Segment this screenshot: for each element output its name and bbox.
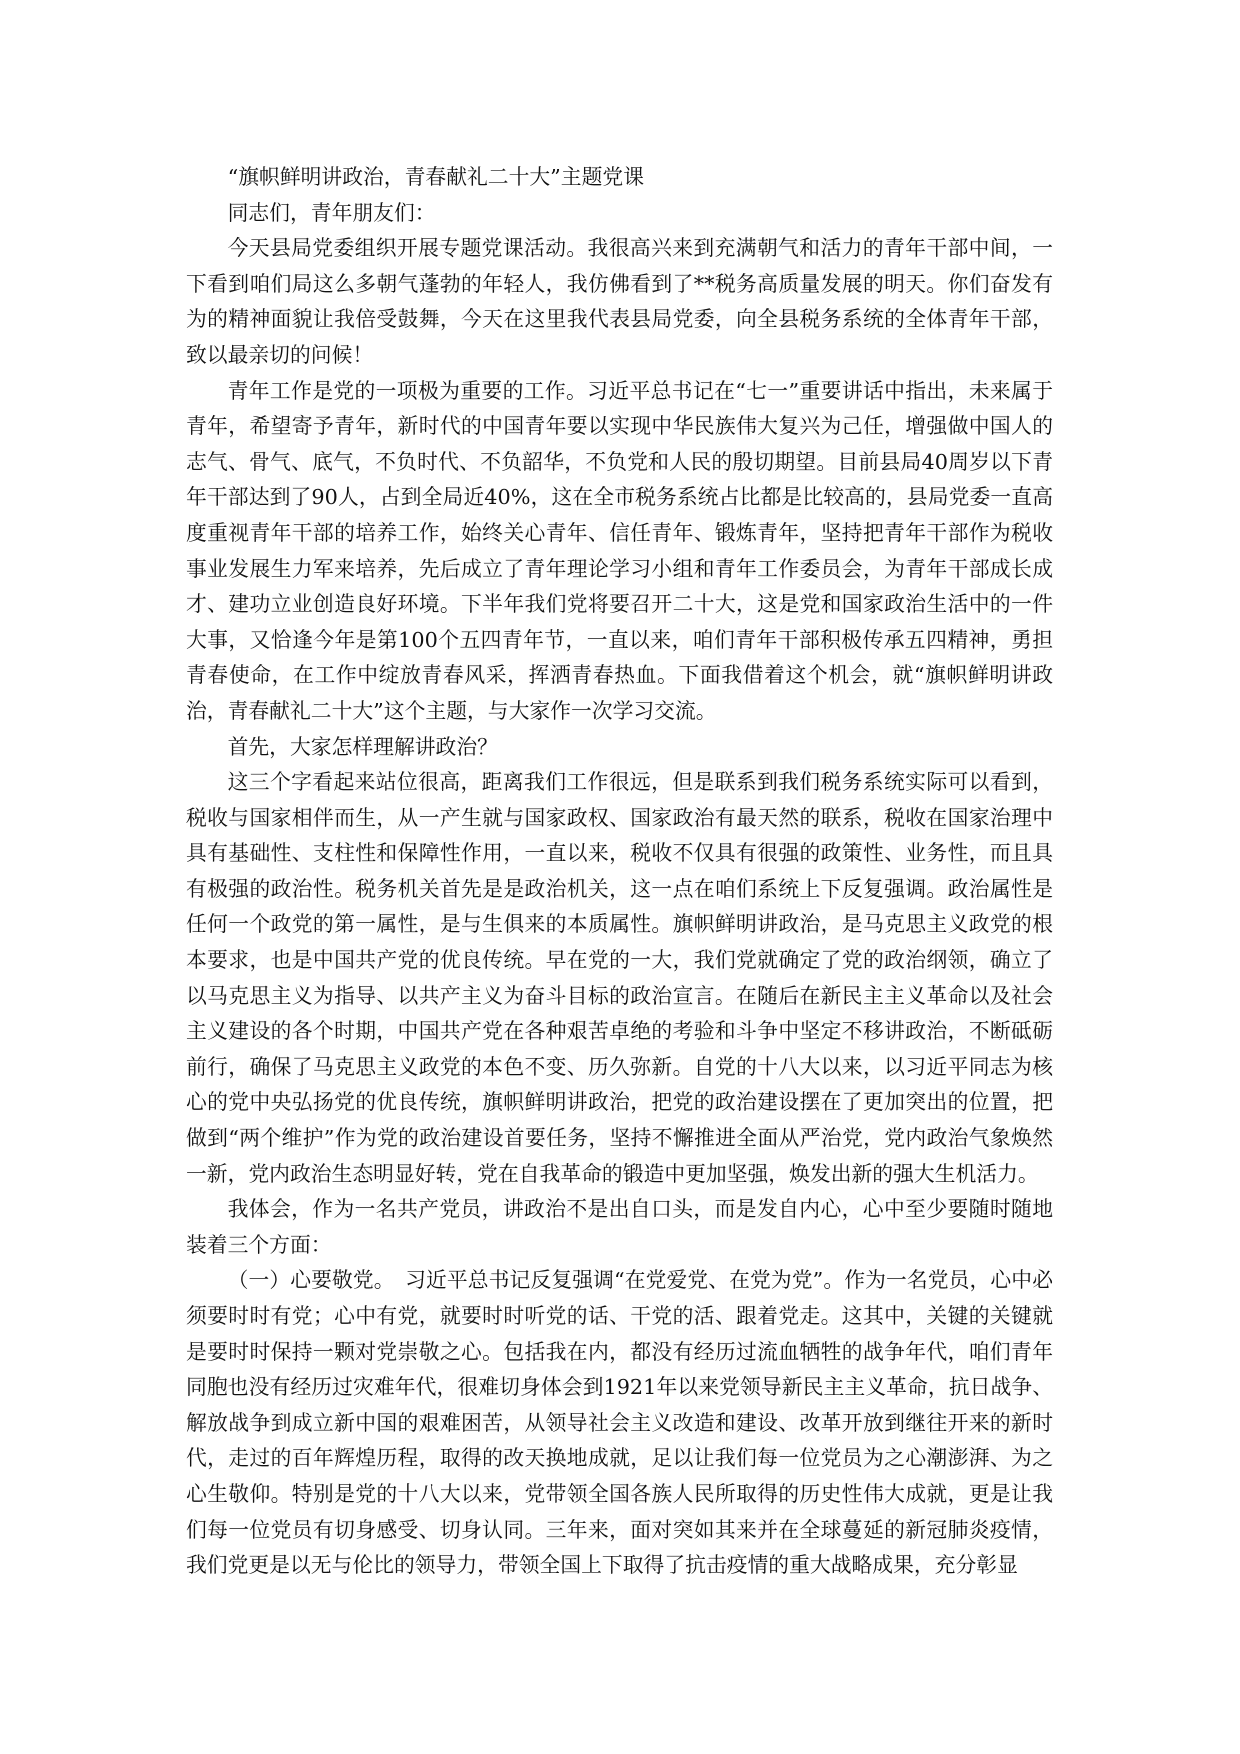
document-body xyxy=(186,160,1053,1584)
paragraph-three-aspects: 我体会，作为一名共产党员，讲政治不是出自口头，而是发自内心，心中至少要随时随地装着三个方面： xyxy=(186,1197,1053,1257)
paragraph-intro: 今天县局党委组织开展专题党课活动。我很高兴来到充满朝气和活力的青年干部中间，一下看到咱们局这么多朝气蓬勃的年轻人，我仿佛看到了**税务高质量发展的明天。你们奋发有为的精神面貌让我倍受鼓舞，今天在这里我代表县局党委，向全县税务系统的全体青年干部，致以最亲切的问候！ xyxy=(186,236,1053,367)
paragraph-question: 首先，大家怎样理解讲政治？ xyxy=(227,734,498,759)
document-title: “旗帜鲜明讲政治，青春献礼二十大”主题党课 xyxy=(227,165,644,189)
paragraph-politics: 这三个字看起来站位很高，距离我们工作很远，但是联系到我们税务系统实际可以看到，税收与国家相伴而生，从一产生就与国家政权、国家政治有最天然的联系，税收在国家治理中具有基础性、支柱性和保障性作用，一直以来，税收不仅具有很强的政策性、业务性，而且具有极强的政治性。税务机关首先是是政治机关，这一点在咱们系统上下反复强调。政治属性是任何一个政党的第一属性，是与生俱来的本质属性。旗帜鲜明讲政治，是马克思主义政党的根本要求，也是中国共产党的优良传统。早在党的一大，我们党就确定了党的政治纲领，确立了以马克思主义为指导、以共产主义为奋斗目标的政治宣言。在随后在新民主主义革命以及社会主义建设的各个时期，中国共产党在各种艰苦卓绝的考验和斗争中坚定不移讲政治，不断砥砺前行，确保了马克思主义政党的本色不变、历久弥新。自党的十八大以来，以习近平同志为核心的党中央弘扬党的优良传统，旗帜鲜明讲政治，把党的政治建设摆在了更加突出的位置，把做到“两个维护”作为党的政治建设首要任务，坚持不懈推进全面从严治党，党内政治气象焕然一新，党内政治生态明显好转，党在自我革命的锻造中更加坚强，焕发出新的强大生机活力。 xyxy=(186,770,1053,1186)
paragraph-respect-party: （一）心要敬党。 习近平总书记反复强调“在党爱党、在党为党”。作为一名党员，心中必须要时时有党；心中有党，就要时时听党的话、干党的活、跟着党走。这其中，关键的关键就是要时时保持一颗对党崇敬之心。包括我在内，都没有经历过流血牺牲的战争年代，咱们青年同胞也没有经历过灾难年代，很难切身体会到1921年以来党领导新民主主义革命，抗日战争、解放战争到成立新中国的艰难困苦，从领导社会主义改造和建设、改革开放到继往开来的新时代，走过的百年辉煌历程，取得的改天换地成就，足以让我们每一位党员为之心潮澎湃、为之心生敬仰。特别是党的十八大以来，党带领全国各族人民所取得的历史性伟大成就，更是让我们每一位党员有切身感受、切身认同。三年来，面对突如其来并在全球蔓延的新冠肺炎疫情，我们党更是以无与伦比的领导力，带领全国上下取得了抗击疫情的重大战略成果，充分彰显 xyxy=(186,1268,1053,1578)
salutation: 同志们，青年朋友们： xyxy=(227,200,436,225)
paragraph-youth-work: 青年工作是党的一项极为重要的工作。习近平总书记在“七一”重要讲话中指出，未来属于青年，希望寄予青年，新时代的中国青年要以实现中华民族伟大复兴为己任，增强做中国人的志气、骨气、底气，不负时代、不负韶华，不负党和人民的殷切期望。目前县局40周岁以下青年干部达到了90人，占到全局近40%，这在全市税务系统占比都是比较高的，县局党委一直高度重视青年干部的培养工作，始终关心青年、信任青年、锻炼青年，坚持把青年干部作为税收事业发展生力军来培养，先后成立了青年理论学习小组和青年工作委员会，为青年干部成长成才、建功立业创造良好环境。下半年我们党将要召开二十大，这是党和国家政治生活中的一件大事，又恰逢今年是第100个五四青年节，一直以来，咱们青年干部积极传承五四精神，勇担青春使命，在工作中绽放青春风采，挥洒青春热血。下面我借着这个机会，就“旗帜鲜明讲政治，青春献礼二十大”这个主题，与大家作一次学习交流。 xyxy=(186,378,1053,723)
